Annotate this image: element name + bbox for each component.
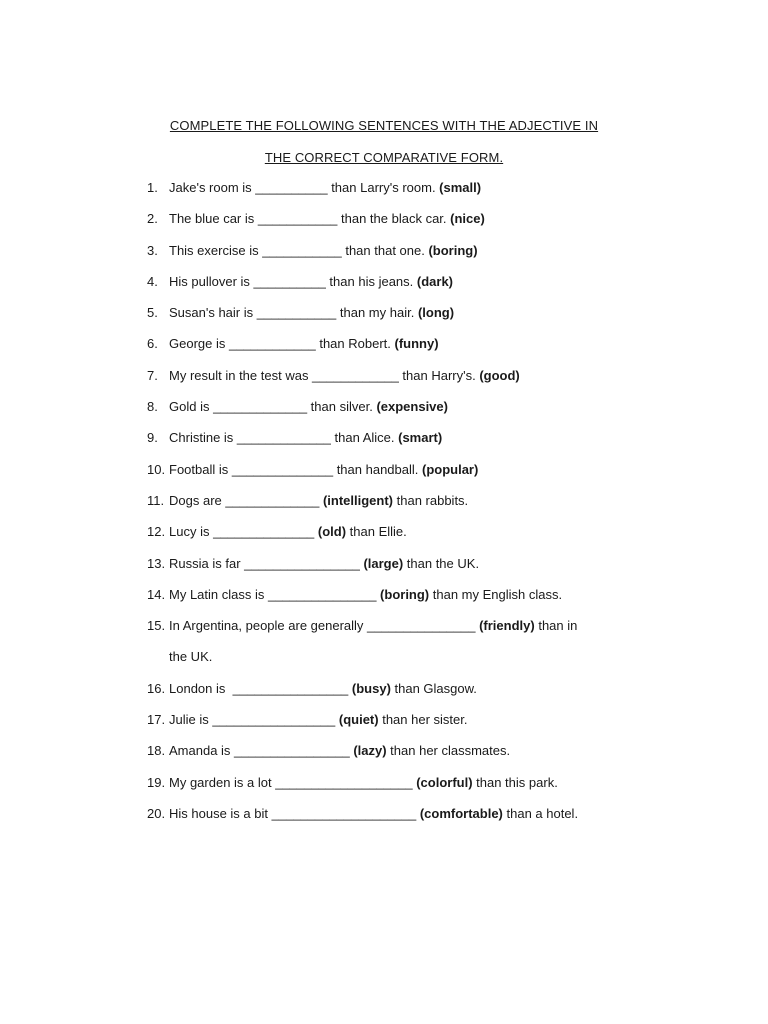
item-number: 12.: [147, 524, 166, 540]
exercise-item: [147, 243, 627, 274]
sentence-text: Julie is _________________: [169, 712, 339, 728]
item-number: 3.: [147, 242, 158, 258]
sentence-text-end: than the UK.: [403, 555, 480, 571]
sentence-text: Dogs are _____________: [169, 492, 323, 508]
adjective-hint: (popular): [422, 461, 479, 477]
sentence-text: This exercise is ___________ than that one.: [169, 242, 429, 258]
exercise-item: [147, 556, 627, 587]
exercise-item: [147, 524, 627, 555]
sentence-text: My garden is a lot ___________________: [169, 774, 417, 790]
sentence-text-end: than Glasgow.: [390, 680, 477, 696]
exercise-item: [147, 274, 627, 305]
exercise-item: [147, 743, 627, 774]
item-number: 8.: [147, 399, 158, 415]
adjective-hint: (nice): [450, 211, 485, 227]
adjective-hint: (boring): [428, 242, 478, 258]
sentence-text: Amanda is ________________: [169, 743, 354, 759]
adjective-hint: (large): [363, 555, 404, 571]
item-number: 19.: [147, 774, 166, 790]
sentence-text: Susan's hair is ___________ than my hair.: [169, 305, 418, 321]
sentence-text: George is ____________ than Robert.: [169, 336, 395, 352]
item-number: 2.: [147, 211, 158, 227]
sentence-text-end: than Ellie.: [346, 524, 407, 540]
adjective-hint: (quiet): [338, 712, 379, 728]
worksheet-title-line-1: COMPLETE THE FOLLOWING SENTENCES WITH THE ADJECTIVE IN: [169, 118, 599, 133]
sentence-text: His pullover is __________ than his jeans.: [169, 273, 417, 289]
sentence-text: The blue car is ___________ than the black car.: [169, 211, 451, 227]
adjective-hint: (colorful): [416, 774, 473, 790]
exercise-item: [147, 493, 627, 524]
exercise-item: [147, 681, 627, 712]
exercise-item: [147, 180, 627, 211]
exercise-item: [147, 462, 627, 493]
item-number: 15.: [147, 618, 166, 634]
exercise-item: [147, 336, 627, 367]
item-number: 7.: [147, 367, 158, 383]
adjective-hint: (good): [479, 367, 520, 383]
sentence-text-end: than my English class.: [429, 586, 563, 602]
sentence-text: Lucy is ______________: [169, 524, 318, 540]
sentence-text: London is ________________: [169, 680, 352, 696]
sentence-text-end: than her sister.: [378, 712, 468, 728]
adjective-hint: (friendly): [479, 618, 535, 634]
sentence-text: My Latin class is _______________: [169, 586, 381, 602]
item-number: 5.: [147, 305, 158, 321]
sentence-text-end: than this park.: [472, 774, 558, 790]
exercise-item: [147, 806, 627, 837]
sentence-text-end: than her classmates.: [386, 743, 511, 759]
item-number: 4.: [147, 273, 158, 289]
adjective-hint: (funny): [394, 336, 439, 352]
exercise-item: [147, 712, 627, 743]
exercise-item: [147, 775, 627, 806]
adjective-hint: (old): [317, 524, 347, 540]
exercise-item: [147, 305, 627, 336]
item-number: 16.: [147, 680, 166, 696]
exercise-item: [147, 618, 627, 681]
adjective-hint: (smart): [398, 430, 443, 446]
sentence-continuation: the UK.: [169, 649, 213, 665]
exercise-item: [147, 587, 627, 618]
adjective-hint: (small): [439, 180, 482, 195]
adjective-hint: (boring): [380, 586, 430, 602]
item-number: 11.: [147, 492, 165, 508]
sentence-text: Russia is far ________________: [169, 555, 364, 571]
sentence-text: Gold is _____________ than silver.: [169, 399, 377, 415]
item-number: 13.: [147, 555, 166, 571]
sentence-text: In Argentina, people are generally _______________: [169, 618, 480, 634]
adjective-hint: (comfortable): [419, 805, 503, 821]
exercise-item: [147, 399, 627, 430]
sentence-text: His house is a bit ____________________: [169, 805, 420, 821]
sentence-text-end: than in: [534, 618, 578, 634]
worksheet-title-line-2: THE CORRECT COMPARATIVE FORM.: [264, 150, 504, 165]
adjective-hint: (intelligent): [322, 492, 394, 508]
sentence-text: Football is ______________ than handball.: [169, 461, 422, 477]
sentence-text: Jake's room is __________ than Larry's room.: [169, 180, 440, 195]
item-number: 17.: [147, 712, 166, 728]
adjective-hint: (expensive): [376, 399, 448, 415]
adjective-hint: (lazy): [353, 743, 387, 759]
adjective-hint: (busy): [351, 680, 391, 696]
exercise-item: [147, 368, 627, 399]
item-number: 20.: [147, 805, 166, 821]
adjective-hint: (long): [417, 305, 455, 321]
item-number: 6.: [147, 336, 158, 352]
item-number: 18.: [147, 743, 166, 759]
item-number: 9.: [147, 430, 158, 446]
exercise-item: [147, 430, 627, 461]
item-number: 10.: [147, 461, 166, 477]
exercise-list: [147, 180, 627, 837]
sentence-text: Christine is _____________ than Alice.: [169, 430, 399, 446]
item-number: 14.: [147, 586, 166, 602]
adjective-hint: (dark): [416, 273, 454, 289]
sentence-text-end: than rabbits.: [393, 492, 469, 508]
sentence-text: My result in the test was ____________ than Harry's.: [169, 367, 480, 383]
item-number: 1.: [147, 180, 158, 195]
exercise-item: [147, 211, 627, 242]
sentence-text-end: than a hotel.: [502, 805, 579, 821]
